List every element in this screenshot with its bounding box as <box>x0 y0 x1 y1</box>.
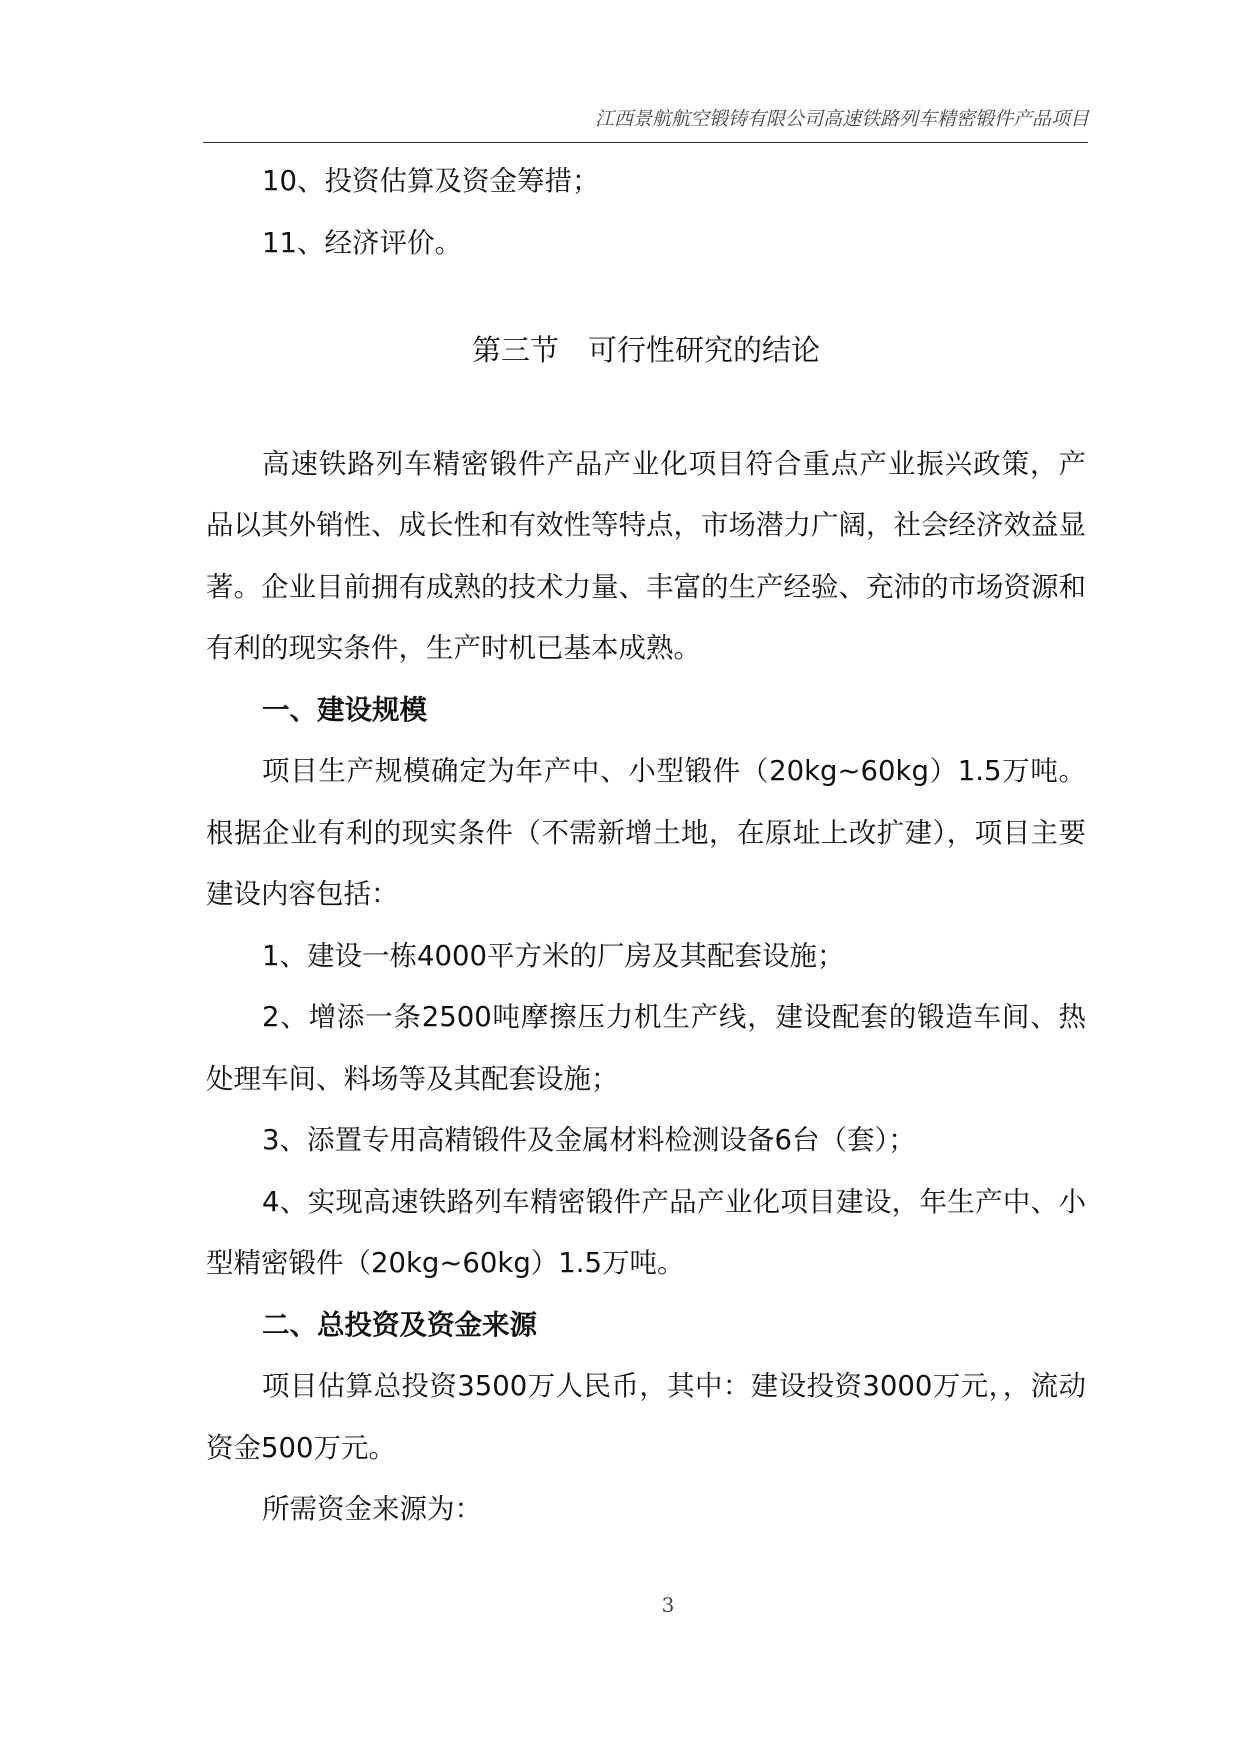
spacer <box>206 382 1086 434</box>
list-item: 1、建设一栋4000平方米的厂房及其配套设施； <box>262 939 845 972</box>
section-heading: 第三节 可行性研究的结论 <box>471 333 820 367</box>
subsection-title-investment: 二、总投资及资金来源 <box>262 1308 537 1341</box>
spacer <box>206 274 1086 320</box>
investment-paragraph: 项目估算总投资3500万人民币，其中：建设投资3000万元，，流动资金500万元。 <box>206 1370 1086 1464</box>
document-body <box>206 151 1086 1541</box>
intro-paragraph: 高速铁路列车精密锻件产品产业化项目符合重点产业振兴政策，产品以其外销性、成长性和有效性等特点，市场潜力广阔，社会经济效益显著。企业目前拥有成熟的技术力量、丰富的生产经验、充沛的市场资源和有利的现实条件，生产时机已基本成熟。 <box>206 447 1086 664</box>
running-header: 江西景航航空锻铸有限公司高速铁路列车精密锻件产品项目 <box>594 108 1089 130</box>
scale-paragraph: 项目生产规模确定为年产中、小型锻件（20kg~60kg）1.5万吨。根据企业有利的现实条件（不需新增土地，在原址上改扩建），项目主要建设内容包括： <box>206 755 1086 910</box>
funding-source-paragraph: 所需资金来源为： <box>262 1493 482 1525</box>
subsection-title-scale: 一、建设规模 <box>262 693 427 726</box>
list-item: 10、投资估算及资金筹措； <box>262 165 600 197</box>
page-number: 3 <box>661 1593 675 1617</box>
list-item: 11、经济评价。 <box>262 226 462 259</box>
list-item: 3、添置专用高精锻件及金属材料检测设备6台（套）； <box>262 1124 916 1156</box>
list-item: 4、实现高速铁路列车精密锻件产品产业化项目建设，年生产中、小型精密锻件（20kg~60kg）1.5万吨。 <box>206 1185 1086 1279</box>
header-divider <box>203 142 1088 143</box>
list-item: 2、增添一条2500吨摩擦压力机生产线，建设配套的锻造车间、热处理车间、料场等及其配套设施； <box>206 1001 1086 1095</box>
